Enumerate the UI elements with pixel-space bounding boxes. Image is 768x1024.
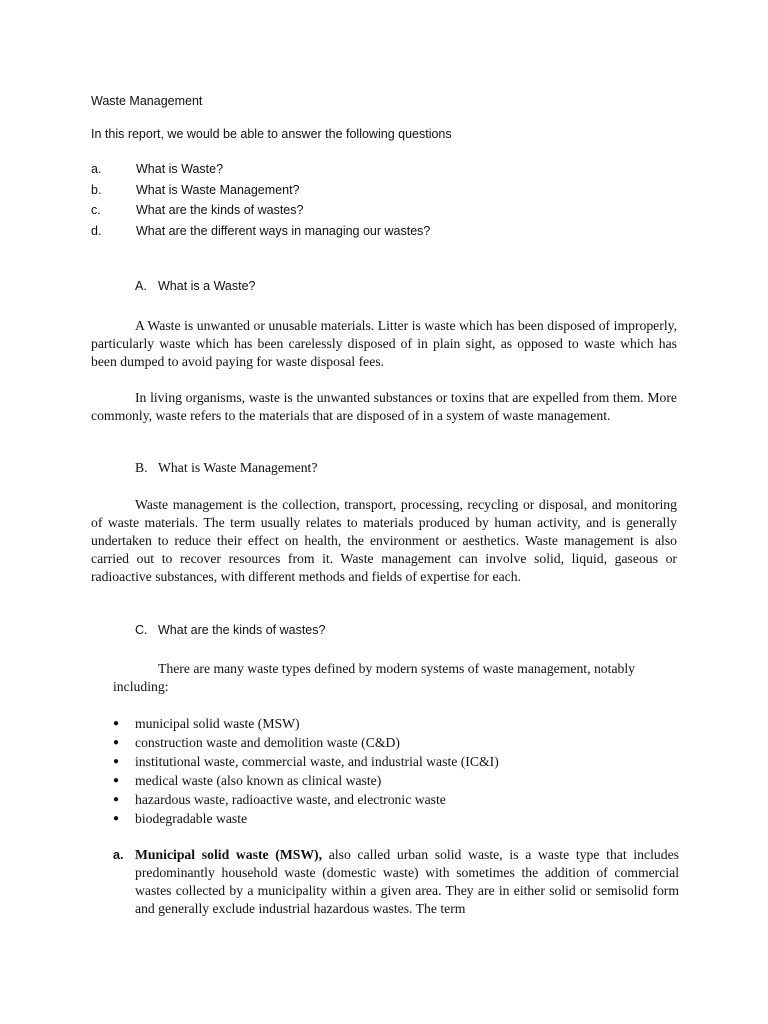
section-heading-text: What is Waste Management? xyxy=(158,460,318,475)
list-item-text: institutional waste, commercial waste, and industrial waste (IC&I) xyxy=(135,754,499,769)
list-item xyxy=(91,221,430,242)
list-item xyxy=(113,809,499,828)
list-item xyxy=(91,159,430,180)
bullet-icon: ● xyxy=(113,794,120,805)
list-item-text: municipal solid waste (MSW) xyxy=(135,716,300,731)
list-marker: a. xyxy=(113,848,124,862)
document-title: Waste Management xyxy=(91,94,203,108)
section-b-paragraph-1: Waste management is the collection, transport, processing, recycling or disposal, and monitoring of waste materials. The term usually relates to materials produced by human activity, and is generally undertaken to reduce their effect on health, the environment or aesthetics. Waste management is also carried out to recover resources from it. Waste management can involve solid, liquid, gaseous or radioactive substances, with different methods and fields of expertise for each. xyxy=(91,497,677,584)
list-marker: c. xyxy=(91,203,101,217)
section-c-paragraph-1: There are many waste types defined by modern systems of waste management, notably including: xyxy=(113,661,636,694)
msw-definition xyxy=(113,846,679,918)
list-item xyxy=(113,752,499,771)
bullet-icon: ● xyxy=(113,813,120,824)
section-heading-text: What is a Waste? xyxy=(158,279,256,293)
list-item-text: What are the kinds of wastes? xyxy=(136,203,304,217)
list-item-text: What is Waste? xyxy=(136,162,224,176)
section-a-heading xyxy=(135,279,256,293)
bullet-icon: ● xyxy=(113,737,120,748)
list-item-text: What are the different ways in managing our wastes? xyxy=(136,223,431,238)
section-c-heading xyxy=(135,623,325,637)
bullet-icon: ● xyxy=(113,756,120,767)
list-item-text: construction waste and demolition waste (C&D) xyxy=(135,735,400,750)
list-item-text: What is Waste Management? xyxy=(136,182,300,197)
msw-term: Municipal solid waste (MSW), xyxy=(135,847,323,862)
section-marker: C. xyxy=(135,623,148,637)
list-marker: a. xyxy=(91,162,102,176)
list-marker: b. xyxy=(91,182,102,197)
list-item xyxy=(113,790,499,809)
section-marker: A. xyxy=(135,279,147,293)
list-item xyxy=(113,733,499,752)
list-marker: d. xyxy=(91,223,102,238)
list-item xyxy=(113,771,499,790)
msw-paragraph xyxy=(135,846,679,918)
list-item xyxy=(91,180,430,201)
bullet-icon: ● xyxy=(113,775,120,786)
list-item-text: biodegradable waste xyxy=(135,811,248,826)
bullet-icon: ● xyxy=(113,718,120,729)
waste-types-list xyxy=(113,714,499,828)
intro-text: In this report, we would be able to answer the following questions xyxy=(91,127,452,141)
list-item-text: hazardous waste, radioactive waste, and electronic waste xyxy=(135,792,446,807)
section-a-paragraph-1: A Waste is unwanted or unusable materials. Litter is waste which has been disposed of improperly, particularly waste which has been carelessly disposed of in plain sight, as opposed to waste which has been dumped to avoid paying for waste disposal fees. xyxy=(91,318,677,369)
list-item-text: medical waste (also known as clinical waste) xyxy=(135,773,382,788)
section-b-heading xyxy=(135,459,317,477)
section-a-paragraph-2: In living organisms, waste is the unwanted substances or toxins that are expelled from them. More commonly, waste refers to the materials that are disposed of in a system of waste management. xyxy=(91,390,677,423)
question-list xyxy=(91,159,430,241)
list-item xyxy=(113,714,499,733)
msw-text: also called urban solid waste, is a waste type that includes predominantly household waste (domestic waste) with sometimes the addition of commercial wastes collected by a municipality within a given area. They are in either solid or semisolid form and generally exclude industrial hazardous wastes. The term xyxy=(135,847,679,916)
list-item xyxy=(91,200,430,221)
section-heading-text: What are the kinds of wastes? xyxy=(158,623,326,637)
section-marker: B. xyxy=(135,460,148,475)
